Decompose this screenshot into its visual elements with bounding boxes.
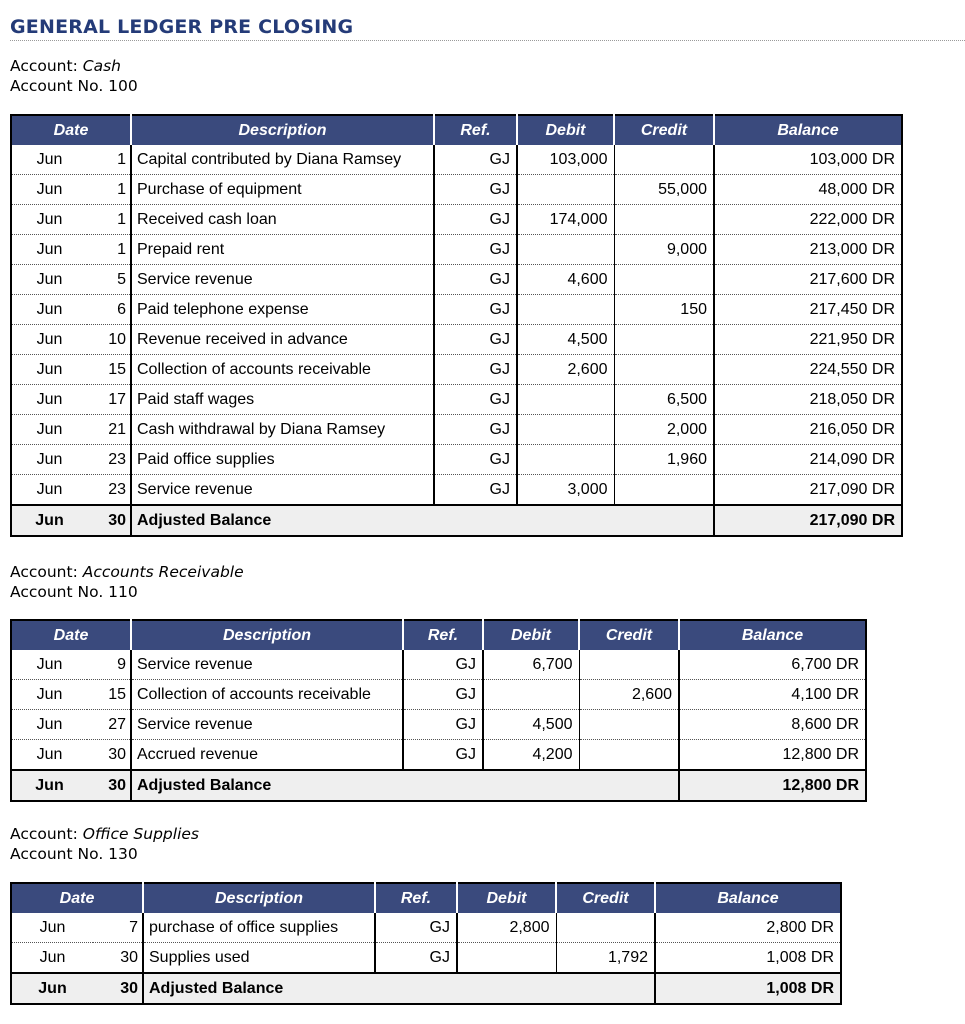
cell-credit: 6,500 (614, 385, 714, 415)
cell-month: Jun (11, 445, 87, 475)
cell-day: 6 (87, 295, 131, 325)
account-label: Account: (10, 825, 78, 843)
cell-month: Jun (36, 745, 63, 763)
account-label: Account: (10, 563, 78, 581)
cell-ref: GJ (434, 475, 517, 506)
col-header-ref: Ref. (375, 883, 457, 913)
account-number: Account No. 130 (10, 845, 138, 863)
cell-balance: 216,050 DR (714, 415, 902, 445)
cell-month: Jun (11, 680, 87, 710)
cell-debit (517, 235, 614, 265)
cell-credit: 55,000 (614, 175, 714, 205)
cell-debit (517, 175, 614, 205)
table-row (11, 385, 902, 415)
table-row (11, 680, 866, 710)
total-row (11, 505, 902, 536)
table-row (11, 145, 902, 175)
cell-balance: 222,000 DR (714, 205, 902, 235)
table-row (11, 355, 902, 385)
cell-description: Accrued revenue (131, 740, 403, 771)
account-label: Account: (10, 57, 78, 75)
table-row (11, 325, 902, 355)
col-header-date: Date (11, 620, 131, 650)
col-header-date: Date (11, 883, 143, 913)
cell-ref: GJ (434, 175, 517, 205)
cell-description: Cash withdrawal by Diana Ramsey (131, 415, 434, 445)
col-header-ref: Ref. (434, 115, 517, 145)
cell-day: 30 (87, 740, 131, 771)
cell-balance: 217,600 DR (714, 265, 902, 295)
cell-description: Collection of accounts receivable (131, 355, 434, 385)
cell-day: 9 (87, 650, 131, 680)
page-title: GENERAL LEDGER PRE CLOSING (10, 16, 354, 38)
cell-debit (517, 385, 614, 415)
cell-month: Jun (11, 385, 87, 415)
total-month: Jun (11, 770, 87, 801)
table-row (11, 235, 902, 265)
table-row (11, 913, 841, 943)
total-day: 30 (87, 505, 131, 536)
cell-month: Jun (11, 205, 87, 235)
cell-debit (517, 445, 614, 475)
cell-month: Jun (11, 295, 87, 325)
table-row (11, 710, 866, 740)
table-row (11, 415, 902, 445)
cell-debit: 3,000 (517, 475, 614, 506)
ledger-table-cash (10, 114, 903, 537)
cell-ref: GJ (375, 913, 457, 943)
cell-day: 1 (87, 175, 131, 205)
cell-day: 5 (87, 265, 131, 295)
table-row (11, 943, 841, 974)
cell-month: Jun (39, 948, 66, 966)
cell-description: Service revenue (131, 265, 434, 295)
cell-balance: 1,008 DR (766, 948, 834, 966)
cell-debit: 6,700 (483, 650, 579, 680)
cell-month: Jun (11, 175, 87, 205)
account-name: Accounts Receivable (82, 563, 244, 581)
cell-description: Paid office supplies (131, 445, 434, 475)
cell-ref: GJ (403, 710, 483, 740)
cell-month: Jun (11, 913, 93, 943)
total-month: Jun (11, 505, 87, 536)
col-header-debit: Debit (517, 115, 614, 145)
cell-balance: 2,800 DR (655, 913, 841, 943)
cell-credit (614, 145, 714, 175)
total-balance: 1,008 DR (655, 973, 841, 1004)
account-info-accounts-receivable (10, 562, 244, 602)
col-header-description: Description (143, 883, 375, 913)
cell-description: Purchase of equipment (131, 175, 434, 205)
cell-month: Jun (11, 325, 87, 355)
cell-month: Jun (36, 480, 63, 498)
cell-day: 15 (87, 355, 131, 385)
cell-balance: 224,550 DR (714, 355, 902, 385)
cell-description: Service revenue (131, 475, 434, 506)
cell-month: Jun (11, 710, 87, 740)
cell-credit (579, 650, 679, 680)
cell-day: 23 (87, 475, 131, 506)
table-row (11, 175, 902, 205)
cell-day: 21 (87, 415, 131, 445)
cell-balance: 48,000 DR (714, 175, 902, 205)
table-row (11, 205, 902, 235)
cell-debit: 2,800 (457, 913, 556, 943)
cell-description: purchase of office supplies (143, 913, 375, 943)
cell-description: Paid telephone expense (131, 295, 434, 325)
cell-credit (614, 205, 714, 235)
table-header-row (11, 115, 902, 145)
cell-balance: 221,950 DR (714, 325, 902, 355)
cell-month: Jun (11, 415, 87, 445)
cell-balance: 103,000 DR (714, 145, 902, 175)
table-row (11, 650, 866, 680)
table-row (11, 740, 866, 771)
cell-day: 17 (87, 385, 131, 415)
table-row (11, 265, 902, 295)
cell-credit: 9,000 (614, 235, 714, 265)
cell-day: 7 (93, 913, 143, 943)
total-description: Adjusted Balance (131, 505, 714, 536)
cell-credit: 1,792 (556, 943, 655, 974)
cell-credit (579, 710, 679, 740)
cell-day: 1 (87, 205, 131, 235)
cell-balance: 217,090 DR (809, 480, 895, 498)
cell-month: Jun (11, 650, 87, 680)
table-row (11, 445, 902, 475)
cell-debit: 103,000 (517, 145, 614, 175)
cell-day: 10 (87, 325, 131, 355)
total-description: Adjusted Balance (143, 973, 655, 1004)
cell-day: 27 (87, 710, 131, 740)
ledger-table-accounts-receivable (10, 619, 867, 802)
table-row (11, 295, 902, 325)
cell-ref: GJ (403, 740, 483, 771)
cell-day: 15 (87, 680, 131, 710)
total-description: Adjusted Balance (131, 770, 679, 801)
total-row (11, 770, 866, 801)
cell-month: Jun (11, 235, 87, 265)
cell-description: Capital contributed by Diana Ramsey (131, 145, 434, 175)
cell-ref: GJ (434, 205, 517, 235)
table-header-row (11, 883, 841, 913)
cell-credit (614, 325, 714, 355)
cell-debit (517, 295, 614, 325)
cell-ref: GJ (434, 235, 517, 265)
col-header-balance: Balance (655, 883, 841, 913)
cell-day: 1 (87, 235, 131, 265)
col-header-credit: Credit (614, 115, 714, 145)
account-name: Office Supplies (82, 825, 199, 843)
cell-ref: GJ (434, 145, 517, 175)
ledger-table-office-supplies (10, 882, 842, 1005)
table-row (11, 475, 902, 506)
cell-day: 1 (87, 145, 131, 175)
account-name: Cash (82, 57, 121, 75)
cell-credit (614, 355, 714, 385)
cell-balance: 218,050 DR (714, 385, 902, 415)
account-number: Account No. 110 (10, 583, 138, 601)
title-bar (10, 16, 965, 41)
col-header-balance: Balance (679, 620, 866, 650)
cell-ref: GJ (403, 650, 483, 680)
cell-ref: GJ (434, 295, 517, 325)
cell-description: Service revenue (131, 710, 403, 740)
cell-day: 23 (87, 445, 131, 475)
cell-debit: 4,500 (517, 325, 614, 355)
cell-description: Revenue received in advance (131, 325, 434, 355)
cell-month: Jun (11, 355, 87, 385)
cell-description: Paid staff wages (131, 385, 434, 415)
cell-balance: 12,800 DR (782, 745, 859, 763)
cell-balance: 4,100 DR (679, 680, 866, 710)
col-header-ref: Ref. (403, 620, 483, 650)
col-header-debit: Debit (457, 883, 556, 913)
total-month: Jun (11, 973, 93, 1004)
cell-ref: GJ (375, 943, 457, 974)
cell-credit: 2,000 (614, 415, 714, 445)
cell-month: Jun (11, 145, 87, 175)
cell-ref: GJ (403, 680, 483, 710)
cell-balance: 214,090 DR (714, 445, 902, 475)
col-header-description: Description (131, 115, 434, 145)
cell-debit: 2,600 (517, 355, 614, 385)
cell-credit: 2,600 (579, 680, 679, 710)
total-row (11, 973, 841, 1004)
total-day: 30 (87, 770, 131, 801)
cell-description: Received cash loan (131, 205, 434, 235)
total-balance: 217,090 DR (714, 505, 902, 536)
cell-ref: GJ (434, 355, 517, 385)
cell-debit: 4,200 (483, 740, 579, 771)
cell-ref: GJ (434, 265, 517, 295)
cell-ref: GJ (434, 445, 517, 475)
cell-balance: 8,600 DR (679, 710, 866, 740)
cell-credit (579, 740, 679, 771)
account-info-cash (10, 56, 138, 96)
col-header-credit: Credit (579, 620, 679, 650)
total-balance: 12,800 DR (679, 770, 866, 801)
account-number: Account No. 100 (10, 77, 138, 95)
cell-balance: 6,700 DR (679, 650, 866, 680)
cell-credit (614, 475, 714, 506)
cell-debit: 4,600 (517, 265, 614, 295)
cell-credit: 150 (614, 295, 714, 325)
cell-description: Supplies used (143, 943, 375, 974)
cell-description: Prepaid rent (131, 235, 434, 265)
cell-ref: GJ (434, 325, 517, 355)
table-header-row (11, 620, 866, 650)
cell-ref: GJ (434, 415, 517, 445)
cell-description: Service revenue (131, 650, 403, 680)
cell-debit: 174,000 (517, 205, 614, 235)
col-header-credit: Credit (556, 883, 655, 913)
col-header-date: Date (11, 115, 131, 145)
cell-debit (483, 680, 579, 710)
cell-debit (457, 943, 556, 974)
cell-day: 30 (93, 943, 143, 974)
col-header-description: Description (131, 620, 403, 650)
total-day: 30 (93, 973, 143, 1004)
cell-credit (614, 265, 714, 295)
cell-debit: 4,500 (483, 710, 579, 740)
cell-balance: 213,000 DR (714, 235, 902, 265)
col-header-debit: Debit (483, 620, 579, 650)
account-info-office-supplies (10, 824, 199, 864)
cell-description: Collection of accounts receivable (131, 680, 403, 710)
col-header-balance: Balance (714, 115, 902, 145)
cell-month: Jun (11, 265, 87, 295)
cell-ref: GJ (434, 385, 517, 415)
cell-balance: 217,450 DR (714, 295, 902, 325)
cell-credit: 1,960 (614, 445, 714, 475)
cell-debit (517, 415, 614, 445)
cell-credit (556, 913, 655, 943)
